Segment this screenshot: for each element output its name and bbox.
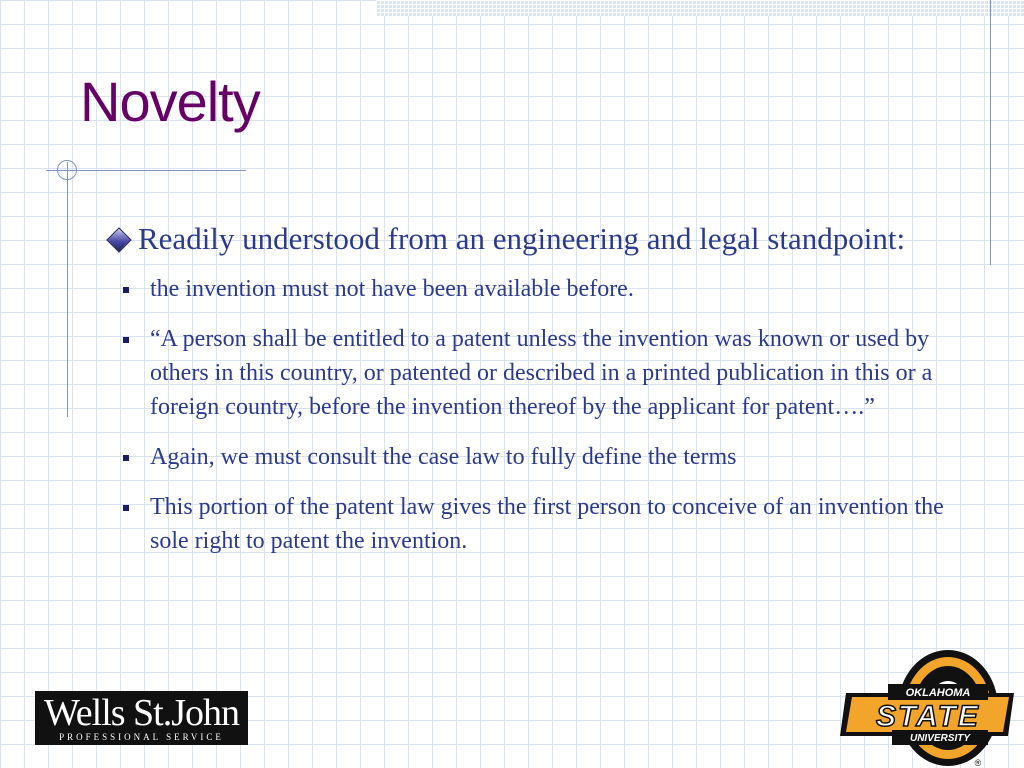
sub-bullet-item: This portion of the patent law gives the first person to conceive of an invention the sole right to patent the invention. xyxy=(106,490,946,558)
diamond-bullet-icon xyxy=(106,227,131,252)
wells-st-john-logo xyxy=(35,691,248,745)
right-vertical-rule xyxy=(990,0,991,265)
slide-title: Novelty xyxy=(80,70,260,133)
logo-bottom-text: UNIVERSITY xyxy=(909,733,971,744)
osu-logo xyxy=(840,648,1024,768)
logo-registered-mark: ® xyxy=(974,758,982,768)
logo-name: Wells St.John xyxy=(43,692,240,734)
logo-top-text: OKLAHOMA xyxy=(905,687,971,699)
left-vertical-rule xyxy=(67,162,68,417)
sub-bullet-item: “A person shall be entitled to a patent unless the invention was known or used by others in this country, or patented or described in a printed publication in this or a foreign country, before the invention thereof by the applicant for patent….” xyxy=(106,322,946,424)
sub-bullet-item: Again, we must consult the case law to fully define the terms xyxy=(106,440,946,474)
main-bullet xyxy=(106,220,946,258)
top-dotted-band xyxy=(376,0,1024,16)
slide-content xyxy=(106,220,946,574)
sub-bullet-item: the invention must not have been available before. xyxy=(106,272,946,306)
logo-tagline: PROFESSIONAL SERVICE xyxy=(59,732,224,742)
sub-bullet-list xyxy=(106,272,946,558)
rule-circle-ornament xyxy=(57,160,77,180)
logo-main-text: STATE xyxy=(876,700,980,733)
main-bullet-text: Readily understood from an engineering and legal standpoint: xyxy=(138,221,906,256)
